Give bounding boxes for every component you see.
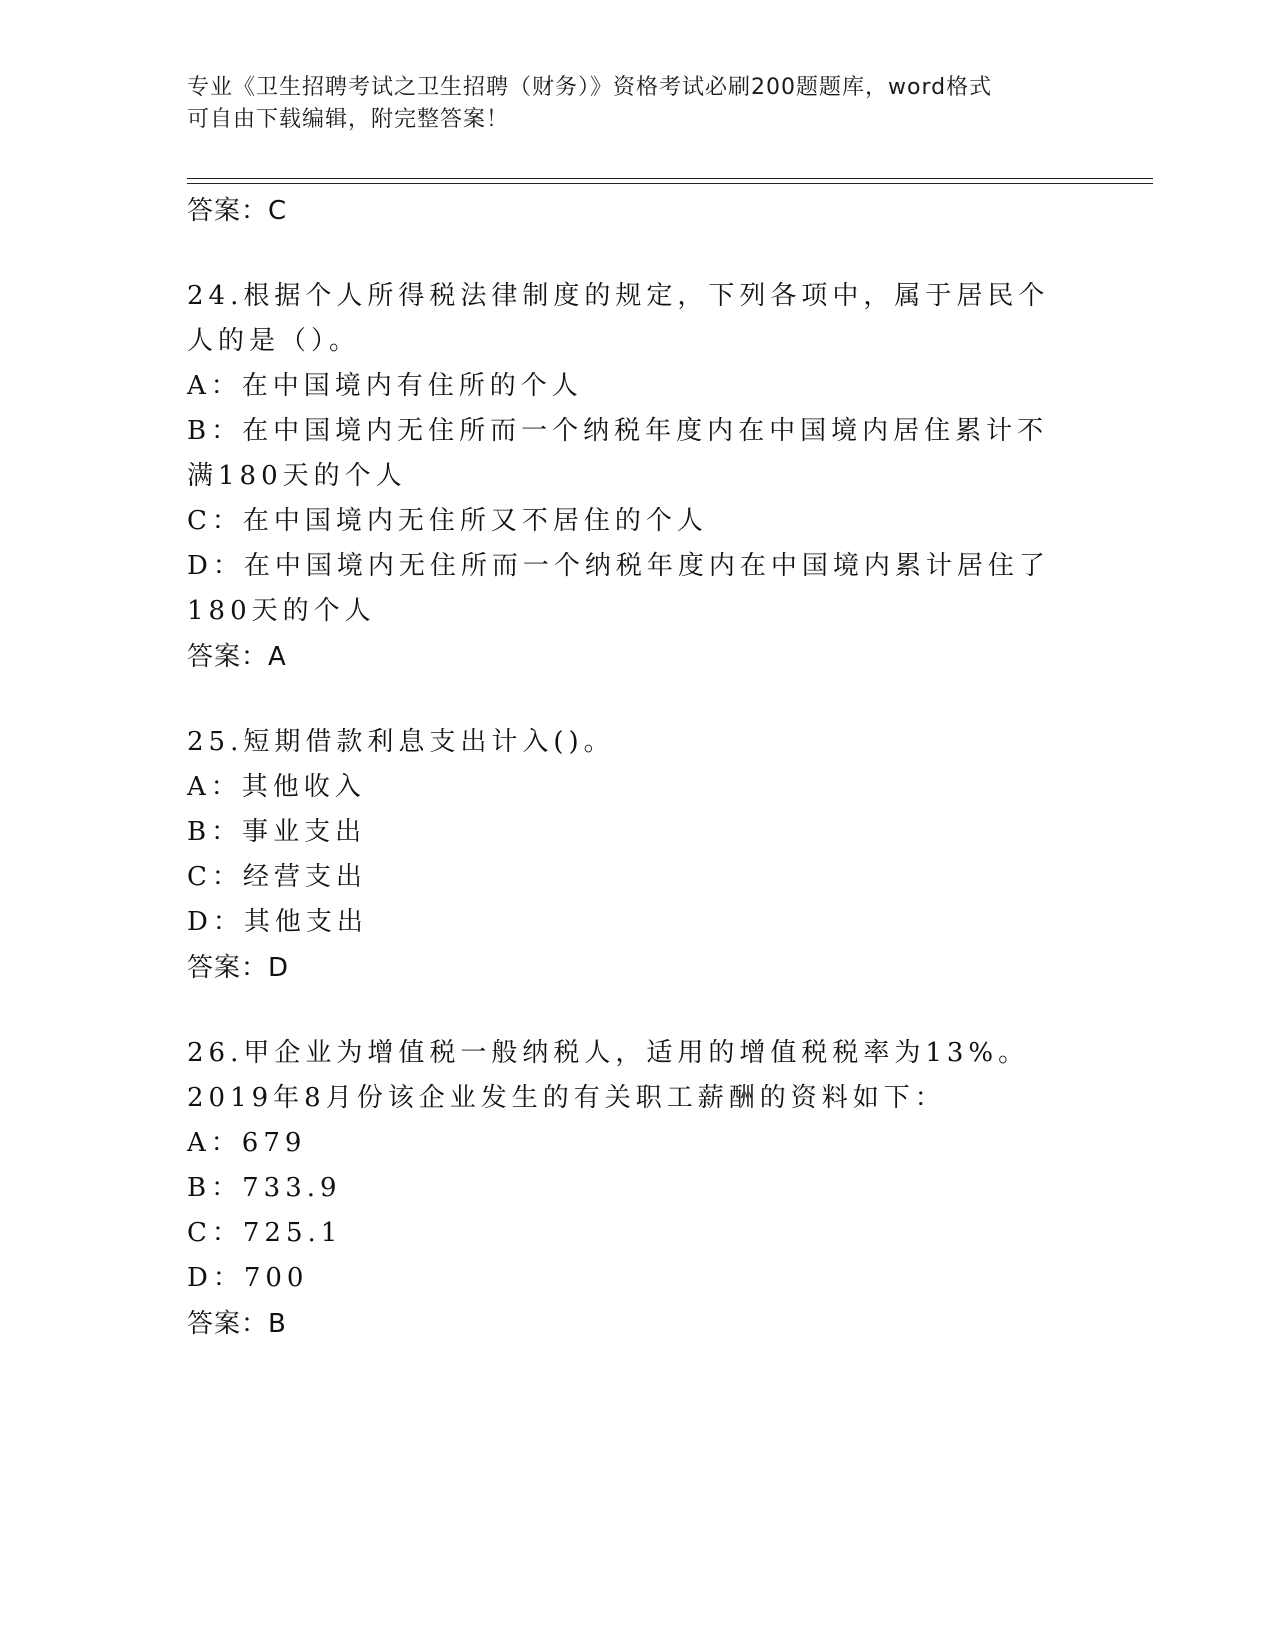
answer-line: 答案：A: [187, 642, 287, 672]
option-a: A：其他收入: [187, 772, 366, 802]
answer-line: 答案：C: [187, 196, 288, 226]
question-26: [187, 1031, 1077, 1347]
document-body: [187, 188, 1077, 1347]
header-divider-top: [187, 178, 1153, 179]
header-line-2: 可自由下载编辑，附完整答案！: [187, 107, 510, 132]
option-b: B：事业支出: [187, 817, 367, 847]
option-a: A：679: [187, 1128, 307, 1158]
document-header: [187, 72, 1067, 136]
header-divider-bottom: [187, 183, 1153, 184]
question-text: 25.短期借款利息支出计入()。: [187, 727, 615, 757]
option-a: A：在中国境内有住所的个人: [187, 371, 583, 401]
option-b: B：在中国境内无住所而一个纳税年度内在中国境内居住累计不满180天的个人: [187, 416, 1049, 491]
option-d: D：其他支出: [187, 907, 368, 937]
question-text: 26.甲企业为增值税一般纳税人，适用的增值税税率为13%。2019年8月份该企业发生的有关职工薪酬的资料如下：: [187, 1038, 1030, 1113]
option-c: C：经营支出: [187, 862, 367, 892]
header-line-1: 专业《卫生招聘考试之卫生招聘（财务）》资格考试必刷200题题库，word格式: [187, 75, 993, 100]
question-text: 24.根据个人所得税法律制度的规定，下列各项中，属于居民个人的是（）。: [187, 281, 1050, 356]
option-d: D：700: [187, 1263, 309, 1293]
option-d: D：在中国境内无住所而一个纳税年度内在中国境内累计居住了180天的个人: [187, 551, 1050, 626]
option-c: C：在中国境内无住所又不居住的个人: [187, 506, 708, 536]
answer-line: 答案：B: [187, 1309, 287, 1339]
option-c: C：725.1: [187, 1218, 343, 1248]
answer-line: 答案：D: [187, 953, 290, 983]
question-24: [187, 274, 1077, 680]
option-b: B：733.9: [187, 1173, 342, 1203]
question-25: [187, 720, 1077, 991]
